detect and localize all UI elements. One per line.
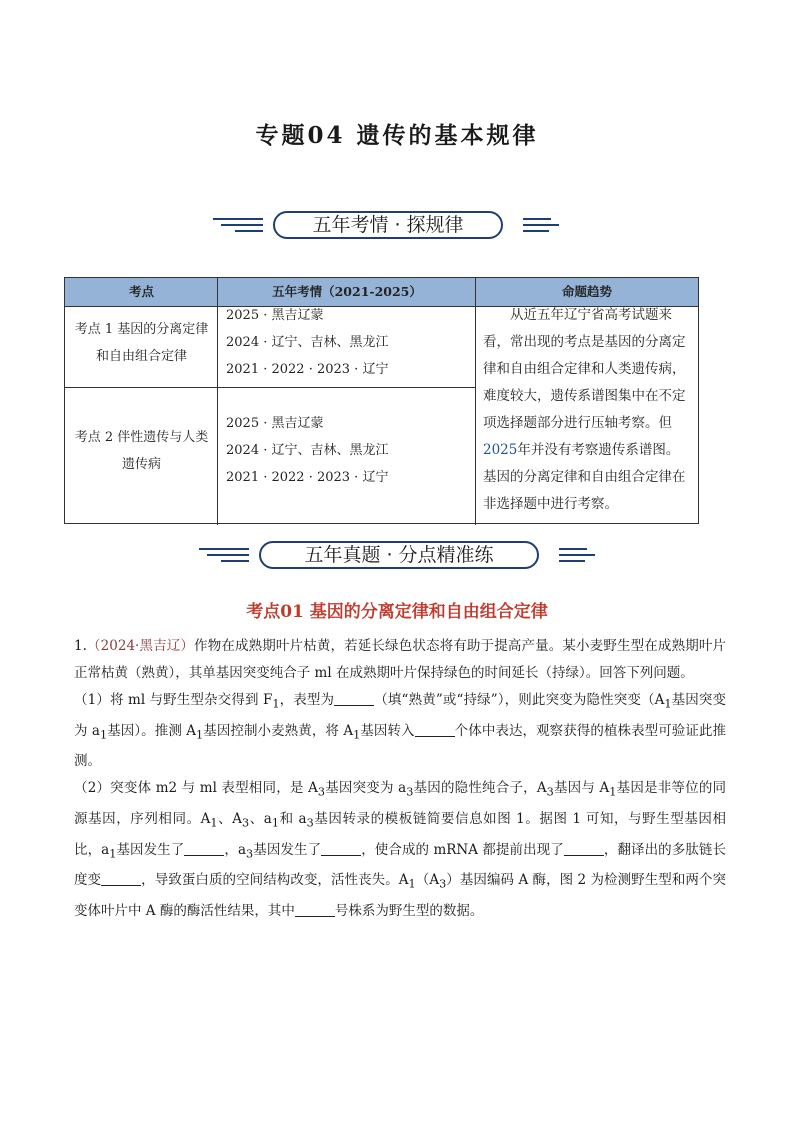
trend-text <box>483 302 691 518</box>
section-title: 考点01 基因的分离定律和自由组合定律 <box>246 602 548 622</box>
table-header-trend: 命题趋势 <box>476 278 698 306</box>
sub-question-2: （2）突变体 m2 与 ml 表型相同，是 $A_3$基因突变为 $a_3$基因的隐性纯合子，$A_3$基因与 $A_1$基因是非等位的同源基因，序列相同。$A_1$、$A_3$、$a_1$和 $a_3$基因转录的模板链简要信息如图 1。据图 1 可知，与野生型基因相比，$a_1$基因发生了 ，$a_3$基因发生了 ，使合成的 mRNA 都提前出现了 ，翻译出的多肽链长度变 ，导致蛋白质的空间结构改变，活性丧失。$A_1(A_3)$基因编码 A 酶，图 2 为检测野生型和两个突变体叶片中 A 酶的酶活性结果，其中 号株系为野生型的数据。 <box>74 780 727 920</box>
year-entry: 2024 · 辽宁、吉林、黑龙江 <box>226 335 389 350</box>
question-number: 1. <box>74 638 87 654</box>
year-entry: 2021 · 2022 · 2023 · 辽宁 <box>226 470 389 485</box>
page-title: 专题04 遗传的基本规律 <box>255 122 539 149</box>
banner-label: 五年考情 · 探规律 <box>273 211 503 239</box>
table-row-years <box>226 410 471 491</box>
table-header-topic: 考点 <box>65 278 218 306</box>
year-entry: 2024 · 辽宁、吉林、黑龙江 <box>226 443 389 458</box>
answer-blank[interactable] <box>101 871 141 886</box>
sub-question-1: （1）将 ml 与野生型杂交得到 $F_1$，表型为 （填“熟黄”或“持绿”），则此突变为隐性突变（$A_1$基因突变为 $a_1$基因）。推测 $A_1$基因控制小麦熟黄，将 $A_1$基因转入 个体中表达，观察获得的植株表型可验证此推测。 <box>74 692 727 770</box>
year-entry: 2025 · 黑吉辽蒙 <box>226 416 324 431</box>
answer-blank[interactable] <box>184 841 224 856</box>
question-source: （2024·黑吉辽） <box>86 638 195 654</box>
answer-blank[interactable] <box>295 902 335 917</box>
table-header-years: 五年考情（2021-2025） <box>218 278 476 306</box>
banner-decoration-right <box>549 546 609 566</box>
answer-blank[interactable] <box>564 841 604 856</box>
banner-label: 五年真题 · 分点精准练 <box>259 541 539 569</box>
banner-decoration-left <box>199 546 259 566</box>
year-entry: 2021 · 2022 · 2023 · 辽宁 <box>226 362 389 377</box>
trend-text-part: 年并没有考察遗传系谱图。基因的分离定律和自由组合定律在非选择题中进行考察。 <box>483 442 686 512</box>
banner-decoration-left <box>213 216 273 236</box>
section-banner-exam-analysis <box>0 211 794 241</box>
section-banner-past-questions <box>0 541 794 571</box>
table-row-years <box>226 302 471 383</box>
answer-blank[interactable] <box>321 841 361 856</box>
banner-decoration-right <box>513 216 573 236</box>
trend-text-part: 从近五年辽宁省高考试题来看，常出现的考点是基因的分离定律和自由组合定律和人类遗传病，难度较大，遗传系谱图集中在不定项选择题部分进行压轴考察。但 <box>483 307 686 431</box>
exam-overview-table <box>64 277 699 524</box>
table-row-topic: 考点 2 伴性遗传与人类遗传病 <box>74 430 209 472</box>
question-1 <box>74 633 726 925</box>
answer-blank[interactable] <box>334 691 374 706</box>
answer-blank[interactable] <box>415 722 455 737</box>
year-entry: 2025 · 黑吉辽蒙 <box>226 308 324 323</box>
question-stem <box>74 633 726 687</box>
stem-text: 作物在成熟期叶片枯黄，若延长绿色状态将有助于提高产量。某小麦野生型在成熟期叶片正常枯黄（熟黄），其单基因突变纯合子 ml 在成熟期叶片保持绿色的时间延长（持绿）。回答下列问题。 <box>74 638 726 681</box>
trend-year: 2025 <box>483 442 518 458</box>
table-row-topic: 考点 1 基因的分离定律和自由组合定律 <box>74 322 209 364</box>
